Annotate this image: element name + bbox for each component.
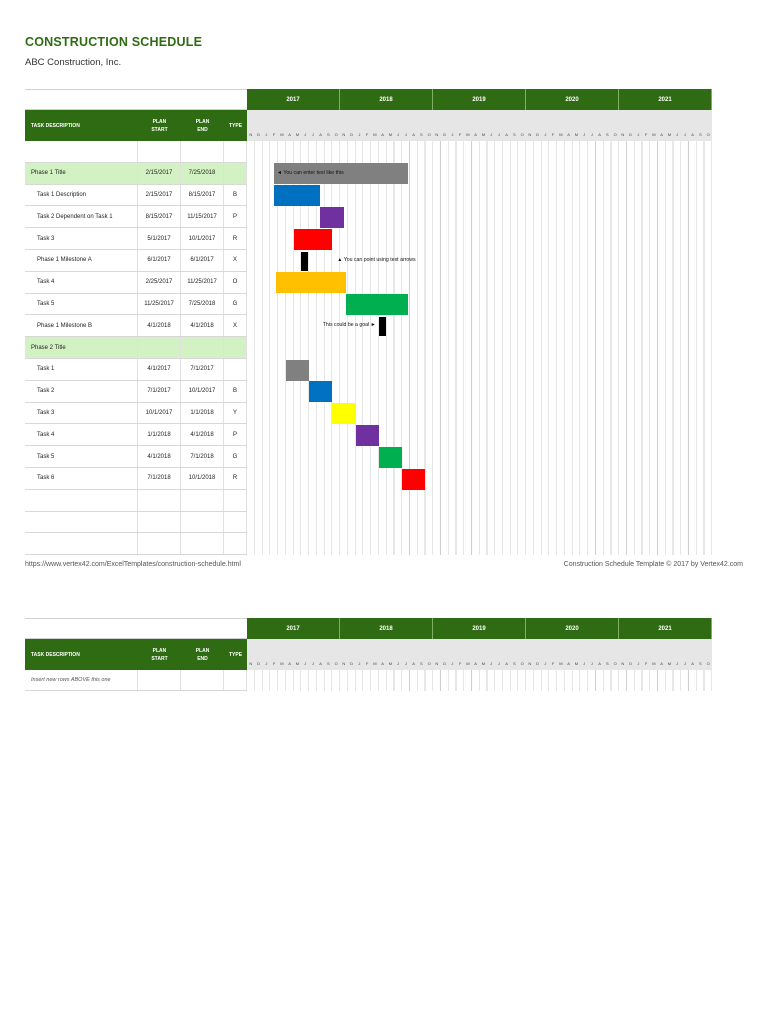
- month-letter: S: [420, 132, 423, 137]
- month-letter: D: [257, 661, 261, 666]
- month-letter: M: [652, 132, 656, 137]
- plan-end-cell: [181, 490, 224, 511]
- month-letter: S: [606, 132, 609, 137]
- month-letter: J: [490, 661, 493, 666]
- milestone-marker: [301, 252, 308, 271]
- plan-end-cell: 4/1/2018: [181, 424, 224, 445]
- month-letter: O: [334, 661, 338, 666]
- month-letter: F: [458, 661, 462, 666]
- task-cell: Task 2: [25, 381, 138, 402]
- year-label: 2021: [619, 89, 712, 110]
- month-letter: J: [544, 132, 547, 137]
- gantt-bar: [379, 447, 402, 468]
- month-letter: A: [660, 132, 663, 137]
- month-letter: J: [583, 661, 586, 666]
- year-label: 2017: [247, 618, 340, 639]
- month-letter: N: [342, 661, 346, 666]
- task-rows: [25, 141, 247, 555]
- month-letter: O: [520, 661, 524, 666]
- type-cell: B: [224, 381, 247, 402]
- month-letter: O: [706, 661, 710, 666]
- gantt-bar: [356, 425, 379, 446]
- phase-row: [25, 337, 247, 359]
- type-cell: [224, 533, 247, 554]
- month-letter: M: [295, 132, 300, 137]
- month-letter: N: [621, 132, 625, 137]
- table-row: [25, 381, 247, 403]
- year-header: [247, 89, 712, 110]
- month-letter: A: [288, 661, 291, 666]
- plan-start-cell: 11/25/2017: [138, 294, 181, 315]
- task-cell: [25, 512, 138, 533]
- task-cell: Task 1 Description: [25, 185, 138, 206]
- table-row: [25, 403, 247, 425]
- task-cell: Phase 1 Milestone A: [25, 250, 138, 271]
- gantt-bar: [276, 272, 346, 293]
- task-cell: Task 2 Dependent on Task 1: [25, 206, 138, 227]
- month-letter: J: [397, 132, 400, 137]
- table-row: [25, 315, 247, 337]
- month-letter: F: [551, 661, 555, 666]
- schedule-sheet-2: [25, 618, 713, 691]
- plan-end-cell: 7/1/2017: [181, 359, 224, 380]
- month-letter: O: [334, 132, 338, 137]
- plan-start-cell: 7/1/2018: [138, 468, 181, 489]
- month-letter: N: [528, 661, 532, 666]
- month-letter: M: [280, 132, 284, 137]
- task-cell: Task 5: [25, 294, 138, 315]
- month-letter: M: [574, 661, 579, 666]
- month-letter: F: [272, 661, 276, 666]
- type-cell: [224, 512, 247, 533]
- bar-annotation: ◄ You can enter text like this: [276, 169, 344, 176]
- type-cell: G: [224, 446, 247, 467]
- plan-start-cell: 4/1/2018: [138, 315, 181, 336]
- task-cell: Task 3: [25, 228, 138, 249]
- plan-start-cell: 6/1/2017: [138, 250, 181, 271]
- plan-start-cell: 7/1/2017: [138, 381, 181, 402]
- plan-end-cell: 10/1/2017: [181, 228, 224, 249]
- month-letter: A: [412, 132, 415, 137]
- month-letter: J: [590, 661, 593, 666]
- month-letter: J: [451, 132, 454, 137]
- month-letter: J: [637, 132, 640, 137]
- month-letter: M: [373, 661, 377, 666]
- table-row: [25, 468, 247, 490]
- month-letter: J: [683, 132, 686, 137]
- month-letter: J: [583, 132, 586, 137]
- table-header: [25, 110, 247, 141]
- type-cell: [224, 141, 247, 162]
- plan-end-cell: [181, 337, 224, 358]
- month-letter: A: [598, 661, 601, 666]
- cell-end: [181, 670, 224, 690]
- insert-rows-note: Insert new rows ABOVE this one: [25, 670, 138, 690]
- month-letter: A: [691, 661, 694, 666]
- month-letter: S: [513, 132, 516, 137]
- year-header: [247, 618, 712, 639]
- month-letter: M: [559, 661, 563, 666]
- table-row: [25, 490, 247, 512]
- gantt-bar: [294, 229, 333, 250]
- month-letter: F: [551, 132, 555, 137]
- plan-end-cell: 10/1/2018: [181, 468, 224, 489]
- month-letter: M: [388, 132, 393, 137]
- month-letter: A: [660, 661, 663, 666]
- gantt-grid: [247, 141, 712, 555]
- month-letter: M: [481, 132, 486, 137]
- month-header: [247, 110, 712, 141]
- year-label: 2018: [340, 89, 433, 110]
- task-cell: Phase 1 Title: [25, 163, 138, 184]
- table-row: [25, 272, 247, 294]
- month-letter: A: [381, 661, 384, 666]
- plan-end-cell: [181, 141, 224, 162]
- month-letter: O: [613, 661, 617, 666]
- month-letter: A: [567, 661, 570, 666]
- month-letter: N: [249, 661, 253, 666]
- type-cell: O: [224, 272, 247, 293]
- year-label: 2019: [433, 89, 526, 110]
- gantt-bar: [346, 294, 408, 315]
- month-letter: D: [629, 661, 633, 666]
- month-letter: J: [490, 132, 493, 137]
- table-row: [25, 446, 247, 468]
- month-letter: A: [567, 132, 570, 137]
- plan-end-cell: 11/25/2017: [181, 272, 224, 293]
- gantt-bar: [402, 469, 425, 490]
- plan-start-cell: [138, 533, 181, 554]
- year-label: 2018: [340, 618, 433, 639]
- plan-end-cell: 4/1/2018: [181, 315, 224, 336]
- gantt-bar: [332, 403, 355, 424]
- month-letter: D: [629, 132, 633, 137]
- plan-start-cell: 10/1/2017: [138, 403, 181, 424]
- month-letter: M: [667, 661, 672, 666]
- task-cell: [25, 490, 138, 511]
- month-letter: M: [667, 132, 672, 137]
- month-letter: J: [676, 661, 679, 666]
- plan-start-cell: 2/15/2017: [138, 163, 181, 184]
- task-cell: Phase 1 Milestone B: [25, 315, 138, 336]
- month-letter: N: [435, 132, 439, 137]
- plan-end-cell: 11/15/2017: [181, 206, 224, 227]
- gantt-bar: [286, 360, 309, 381]
- footer-copyright: Construction Schedule Template © 2017 by Vertex42.com: [563, 561, 743, 568]
- month-letter: D: [350, 661, 354, 666]
- header-plan-end: PLAN END: [195, 118, 210, 133]
- month-letter: M: [466, 132, 470, 137]
- month-letter: S: [513, 661, 516, 666]
- month-letter: A: [288, 132, 291, 137]
- cell-start: [138, 670, 181, 690]
- month-letter: F: [644, 661, 648, 666]
- gantt-grid-2: [247, 670, 712, 691]
- month-letter: A: [505, 661, 508, 666]
- plan-start-cell: 4/1/2018: [138, 446, 181, 467]
- header-blank-row: [25, 618, 247, 639]
- header-plan-start: PLAN START: [151, 647, 168, 662]
- month-letter: J: [311, 661, 314, 666]
- month-letter: S: [327, 132, 330, 137]
- month-letter: D: [536, 661, 540, 666]
- task-cell: Task 3: [25, 403, 138, 424]
- month-letter: O: [706, 132, 710, 137]
- type-cell: [224, 163, 247, 184]
- month-letter: J: [265, 132, 268, 137]
- table-row: [25, 512, 247, 534]
- month-letter: M: [652, 661, 656, 666]
- type-cell: Y: [224, 403, 247, 424]
- schedule-sheet: [25, 89, 713, 552]
- month-letter: J: [497, 661, 500, 666]
- month-letter: F: [272, 132, 276, 137]
- month-letter: D: [443, 132, 447, 137]
- task-cell: Task 5: [25, 446, 138, 467]
- table-row: [25, 359, 247, 381]
- month-letter: N: [342, 132, 346, 137]
- month-letter: N: [528, 132, 532, 137]
- task-cell: [25, 533, 138, 554]
- month-letter: S: [327, 661, 330, 666]
- month-letter: D: [536, 132, 540, 137]
- month-letter: J: [404, 661, 407, 666]
- footer-url[interactable]: https://www.vertex42.com/ExcelTemplates/construction-schedule.html: [25, 561, 241, 568]
- month-letter: A: [474, 661, 477, 666]
- phase-row: [25, 163, 247, 185]
- month-letter: J: [676, 132, 679, 137]
- task-cell: Task 6: [25, 468, 138, 489]
- page-title: CONSTRUCTION SCHEDULE: [25, 35, 203, 49]
- month-letter: M: [388, 661, 393, 666]
- month-letter: J: [683, 661, 686, 666]
- month-letter: J: [590, 132, 593, 137]
- milestone-marker: [379, 317, 386, 336]
- month-letter: A: [381, 132, 384, 137]
- task-rows-2: [25, 670, 247, 691]
- month-letter: J: [544, 661, 547, 666]
- table-row: [25, 228, 247, 250]
- plan-start-cell: [138, 512, 181, 533]
- table-row: [25, 250, 247, 272]
- month-letter: S: [699, 132, 702, 137]
- gantt-bar: [274, 185, 321, 206]
- task-cell: Task 4: [25, 424, 138, 445]
- month-letter: M: [295, 661, 300, 666]
- month-letter: J: [265, 661, 268, 666]
- plan-start-cell: 2/25/2017: [138, 272, 181, 293]
- month-letter: N: [621, 661, 625, 666]
- plan-end-cell: 7/1/2018: [181, 446, 224, 467]
- year-label: 2020: [526, 89, 619, 110]
- plan-start-cell: 2/15/2017: [138, 185, 181, 206]
- month-letter: N: [435, 661, 439, 666]
- month-letter: A: [691, 132, 694, 137]
- table-row: [25, 206, 247, 228]
- month-letter: D: [350, 132, 354, 137]
- type-cell: R: [224, 228, 247, 249]
- month-letter: M: [559, 132, 563, 137]
- month-letter: D: [443, 661, 447, 666]
- year-label: 2021: [619, 618, 712, 639]
- month-letter: A: [474, 132, 477, 137]
- task-cell: Task 1: [25, 359, 138, 380]
- table-row: [25, 533, 247, 555]
- plan-end-cell: 1/1/2018: [181, 403, 224, 424]
- plan-start-cell: [138, 490, 181, 511]
- table-row: [25, 141, 247, 163]
- plan-end-cell: 8/15/2017: [181, 185, 224, 206]
- month-letter: J: [497, 132, 500, 137]
- plan-end-cell: [181, 512, 224, 533]
- month-letter: S: [606, 661, 609, 666]
- month-header: [247, 639, 712, 670]
- month-letter: S: [699, 661, 702, 666]
- insert-rows-note-row: [25, 670, 247, 691]
- type-cell: P: [224, 206, 247, 227]
- plan-end-cell: [181, 533, 224, 554]
- month-letter: F: [458, 132, 462, 137]
- year-label: 2017: [247, 89, 340, 110]
- plan-start-cell: [138, 337, 181, 358]
- year-label: 2020: [526, 618, 619, 639]
- type-cell: X: [224, 315, 247, 336]
- type-cell: B: [224, 185, 247, 206]
- month-letter: J: [311, 132, 314, 137]
- month-letter: J: [304, 661, 307, 666]
- month-letter: M: [280, 661, 284, 666]
- header-type: TYPE: [228, 651, 243, 658]
- month-letter: J: [404, 132, 407, 137]
- month-letter: A: [319, 132, 322, 137]
- month-letter: J: [358, 132, 361, 137]
- year-label: 2019: [433, 618, 526, 639]
- month-letter: J: [304, 132, 307, 137]
- header-blank-row: [25, 89, 247, 110]
- month-letter: M: [373, 132, 377, 137]
- month-letter: M: [481, 661, 486, 666]
- header-type: TYPE: [228, 122, 243, 129]
- month-letter: A: [598, 132, 601, 137]
- month-letter: O: [520, 132, 524, 137]
- header-plan-end: PLAN END: [195, 647, 210, 662]
- month-letter: O: [427, 132, 431, 137]
- month-letter: S: [420, 661, 423, 666]
- month-letter: M: [466, 661, 470, 666]
- type-cell: [224, 490, 247, 511]
- header-task: TASK DESCRIPTION: [31, 651, 80, 658]
- table-row: [25, 424, 247, 446]
- month-letter: F: [365, 661, 369, 666]
- type-cell: [224, 337, 247, 358]
- plan-start-cell: 4/1/2017: [138, 359, 181, 380]
- gantt-bar: [309, 381, 332, 402]
- task-cell: Task 4: [25, 272, 138, 293]
- type-cell: [224, 359, 247, 380]
- month-letter: F: [365, 132, 369, 137]
- month-letter: M: [574, 132, 579, 137]
- milestone-annotation: ▲ You can point using text arrows: [337, 257, 416, 263]
- month-letter: J: [451, 661, 454, 666]
- table-header-2: [25, 639, 247, 670]
- type-cell: R: [224, 468, 247, 489]
- plan-start-cell: [138, 141, 181, 162]
- month-letter: F: [644, 132, 648, 137]
- plan-end-cell: 7/25/2018: [181, 294, 224, 315]
- month-letter: J: [397, 661, 400, 666]
- month-letter: A: [412, 661, 415, 666]
- month-letter: J: [358, 661, 361, 666]
- month-letter: A: [505, 132, 508, 137]
- month-letter: J: [637, 661, 640, 666]
- type-cell: X: [224, 250, 247, 271]
- gantt-bar: [320, 207, 343, 228]
- plan-start-cell: 5/1/2017: [138, 228, 181, 249]
- milestone-annotation: This could be a goal ►: [322, 322, 376, 329]
- plan-end-cell: 10/1/2017: [181, 381, 224, 402]
- month-letter: N: [249, 132, 253, 137]
- month-letter: D: [257, 132, 261, 137]
- company-name: ABC Construction, Inc.: [25, 57, 122, 68]
- plan-start-cell: 8/15/2017: [138, 206, 181, 227]
- table-row: [25, 294, 247, 316]
- header-plan-start: PLAN START: [151, 118, 168, 133]
- plan-start-cell: 1/1/2018: [138, 424, 181, 445]
- month-letter: O: [427, 661, 431, 666]
- plan-end-cell: 7/25/2018: [181, 163, 224, 184]
- cell-type: [224, 670, 247, 690]
- type-cell: G: [224, 294, 247, 315]
- task-cell: [25, 141, 138, 162]
- plan-end-cell: 6/1/2017: [181, 250, 224, 271]
- type-cell: P: [224, 424, 247, 445]
- header-task: TASK DESCRIPTION: [31, 122, 80, 129]
- table-row: [25, 185, 247, 207]
- month-letter: A: [319, 661, 322, 666]
- month-letter: O: [613, 132, 617, 137]
- task-cell: Phase 2 Title: [25, 337, 138, 358]
